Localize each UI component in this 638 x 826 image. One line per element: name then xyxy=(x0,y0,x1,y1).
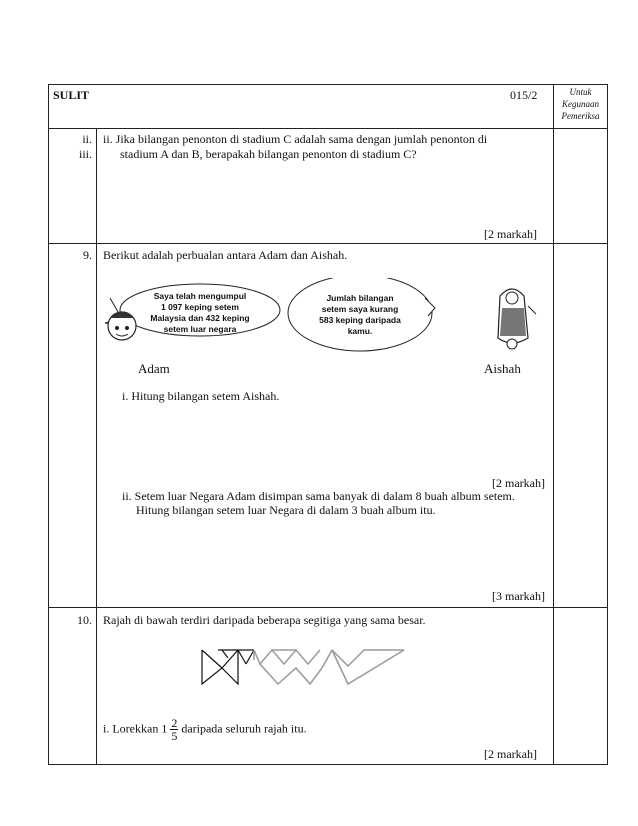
header-bottom-border xyxy=(48,128,608,129)
q8-text-line-2: stadium A dan B, berapakah bilangan penonton di stadium C? xyxy=(120,147,417,161)
aishah-figure xyxy=(498,289,536,349)
q8-number-iii: iii. xyxy=(78,147,92,161)
adam-bubble-line-1: Saya telah mengumpul xyxy=(153,291,247,301)
name-aishah: Aishah xyxy=(484,361,521,376)
q9-part-ii-line-1: ii. Setem luar Negara Adam disimpan sama banyak di dalam 8 buah album setem. xyxy=(122,489,515,503)
q9-marks-i: [2 markah] xyxy=(492,476,545,490)
q10-marks: [2 markah] xyxy=(484,747,537,761)
row-q9-bottom-border xyxy=(48,607,608,608)
q9-part-ii-line-2: Hitung bilangan setem luar Negara di dalam 3 buah album itu. xyxy=(136,503,436,517)
examiner-header xyxy=(554,86,607,122)
examiner-column-divider xyxy=(553,84,554,765)
aishah-bubble-line-2: setem saya kurang xyxy=(321,304,399,314)
name-adam: Adam xyxy=(138,361,170,376)
fraction-two-fifths xyxy=(170,717,178,742)
row-q8-bottom-border xyxy=(48,243,608,244)
q10-part-i-suffix: daripada seluruh rajah itu. xyxy=(181,721,307,736)
q8-number-ii: ii. xyxy=(82,132,92,146)
q8-marks: [2 markah] xyxy=(484,227,537,241)
aishah-bubble-line-1: Jumlah bilangan xyxy=(326,293,394,303)
table-bottom-border xyxy=(48,764,608,765)
q9-part-i: i. Hitung bilangan setem Aishah. xyxy=(122,389,280,403)
table-left-border xyxy=(48,84,49,765)
q10-intro: Rajah di bawah terdiri daripada beberapa segitiga yang sama besar. xyxy=(103,613,426,627)
aishah-bubble-line-3: 583 keping daripada xyxy=(319,315,401,325)
table-top-border xyxy=(48,84,608,85)
adam-bubble-line-2: 1 097 keping setem xyxy=(161,302,239,312)
table-right-border xyxy=(607,84,608,765)
examiner-line-3: Pemeriksa xyxy=(561,111,600,121)
header-paper-code: 015/2 xyxy=(510,88,538,102)
examiner-line-1: Untuk xyxy=(569,87,592,97)
q10-part-i-prefix: i. Lorekkan 1 xyxy=(103,721,168,736)
q9-number: 9. xyxy=(83,248,92,262)
q10-part-i xyxy=(103,717,307,742)
q9-intro: Berikut adalah perbualan antara Adam dan Aishah. xyxy=(103,248,348,262)
aishah-bubble-line-4: kamu. xyxy=(347,326,373,336)
fraction-numerator: 2 xyxy=(171,716,178,730)
q8-text-line-1: ii. Jika bilangan penonton di stadium C adalah sama dengan jumlah penonton di xyxy=(103,132,488,146)
adam-bubble-line-3: Malaysia dan 432 keping xyxy=(150,313,250,323)
adam-bubble-text xyxy=(125,291,275,335)
triangles-gray xyxy=(254,650,404,684)
triangles-black xyxy=(202,650,254,684)
triangle-diagram xyxy=(198,644,410,690)
number-column-divider xyxy=(96,128,97,765)
examiner-line-2: Kegunaan xyxy=(562,99,599,109)
fraction-denominator: 5 xyxy=(171,729,178,743)
adam-bubble-line-4: setem luar negara xyxy=(163,324,237,334)
aishah-bubble-text xyxy=(295,293,425,337)
header-sulit: SULIT xyxy=(53,88,90,102)
q10-number: 10. xyxy=(77,613,92,627)
q9-marks-ii: [3 markah] xyxy=(492,589,545,603)
